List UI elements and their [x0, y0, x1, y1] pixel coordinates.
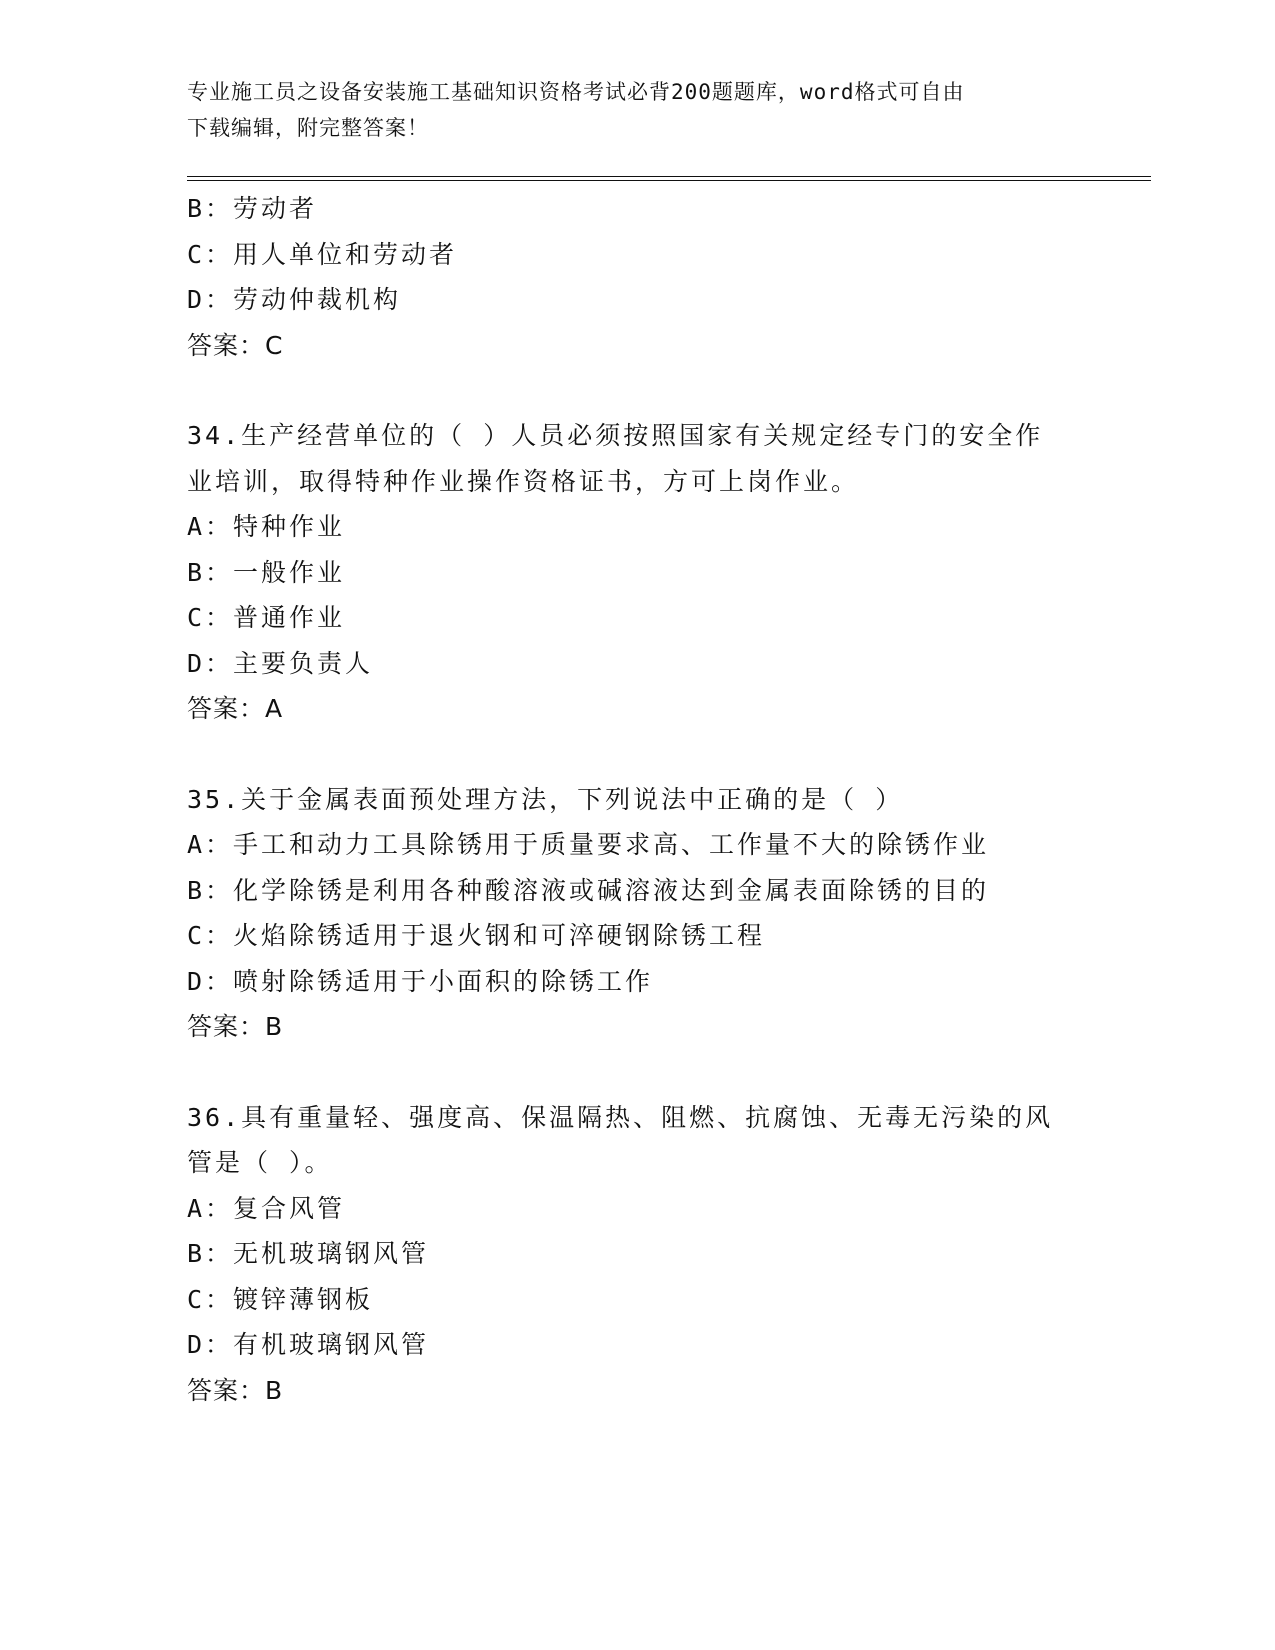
question-33-tail [187, 186, 1087, 368]
question-text: 35.关于金属表面预处理方法，下列说法中正确的是（ ） [187, 784, 904, 814]
option-b: B：劳动者 [187, 194, 318, 223]
option-d: D：劳动仲裁机构 [187, 285, 402, 314]
question-text-cont: 业培训，取得特种作业操作资格证书，方可上岗作业。 [187, 466, 860, 496]
spacer [187, 368, 1087, 413]
spacer [187, 732, 1087, 777]
option-d: D：喷射除锈适用于小面积的除锈工作 [187, 966, 654, 996]
option-c: C：普通作业 [187, 603, 346, 632]
option-c: C：用人单位和劳动者 [187, 239, 458, 269]
option-a: A：特种作业 [187, 512, 346, 541]
question-36 [187, 1095, 1087, 1414]
header-line-1: 专业施工员之设备安装施工基础知识资格考试必背200题题库，word格式可自由 [187, 80, 965, 104]
header-double-rule [187, 176, 1151, 181]
answer: 答案：C [187, 330, 284, 360]
question-text: 36.具有重量轻、强度高、保温隔热、阻燃、抗腐蚀、无毒无污染的风 [187, 1102, 1054, 1132]
option-a: A：复合风管 [187, 1193, 346, 1223]
document-header [187, 74, 1067, 146]
header-line-2: 下载编辑，附完整答案！ [187, 116, 429, 140]
spacer [187, 1050, 1087, 1095]
option-a: A：手工和动力工具除锈用于质量要求高、工作量不大的除锈作业 [187, 830, 990, 859]
option-c: C：火焰除锈适用于退火钢和可淬硬钢除锈工程 [187, 921, 766, 950]
option-b: B：一般作业 [187, 557, 346, 587]
question-34 [187, 413, 1087, 732]
question-list [187, 186, 1087, 1413]
option-b: B：无机玻璃钢风管 [187, 1239, 430, 1268]
question-text-cont: 管是（ ）。 [187, 1148, 333, 1177]
question-text: 34.生产经营单位的（ ）人员必须按照国家有关规定经专门的安全作 [187, 421, 1044, 450]
answer: 答案：B [187, 1375, 284, 1405]
option-c: C：镀锌薄钢板 [187, 1284, 374, 1314]
option-d: D：主要负责人 [187, 648, 374, 678]
answer: 答案：A [187, 694, 284, 723]
answer: 答案：B [187, 1012, 284, 1041]
option-d: D：有机玻璃钢风管 [187, 1330, 430, 1359]
option-b: B：化学除锈是利用各种酸溶液或碱溶液达到金属表面除锈的目的 [187, 875, 990, 905]
question-35 [187, 777, 1087, 1050]
